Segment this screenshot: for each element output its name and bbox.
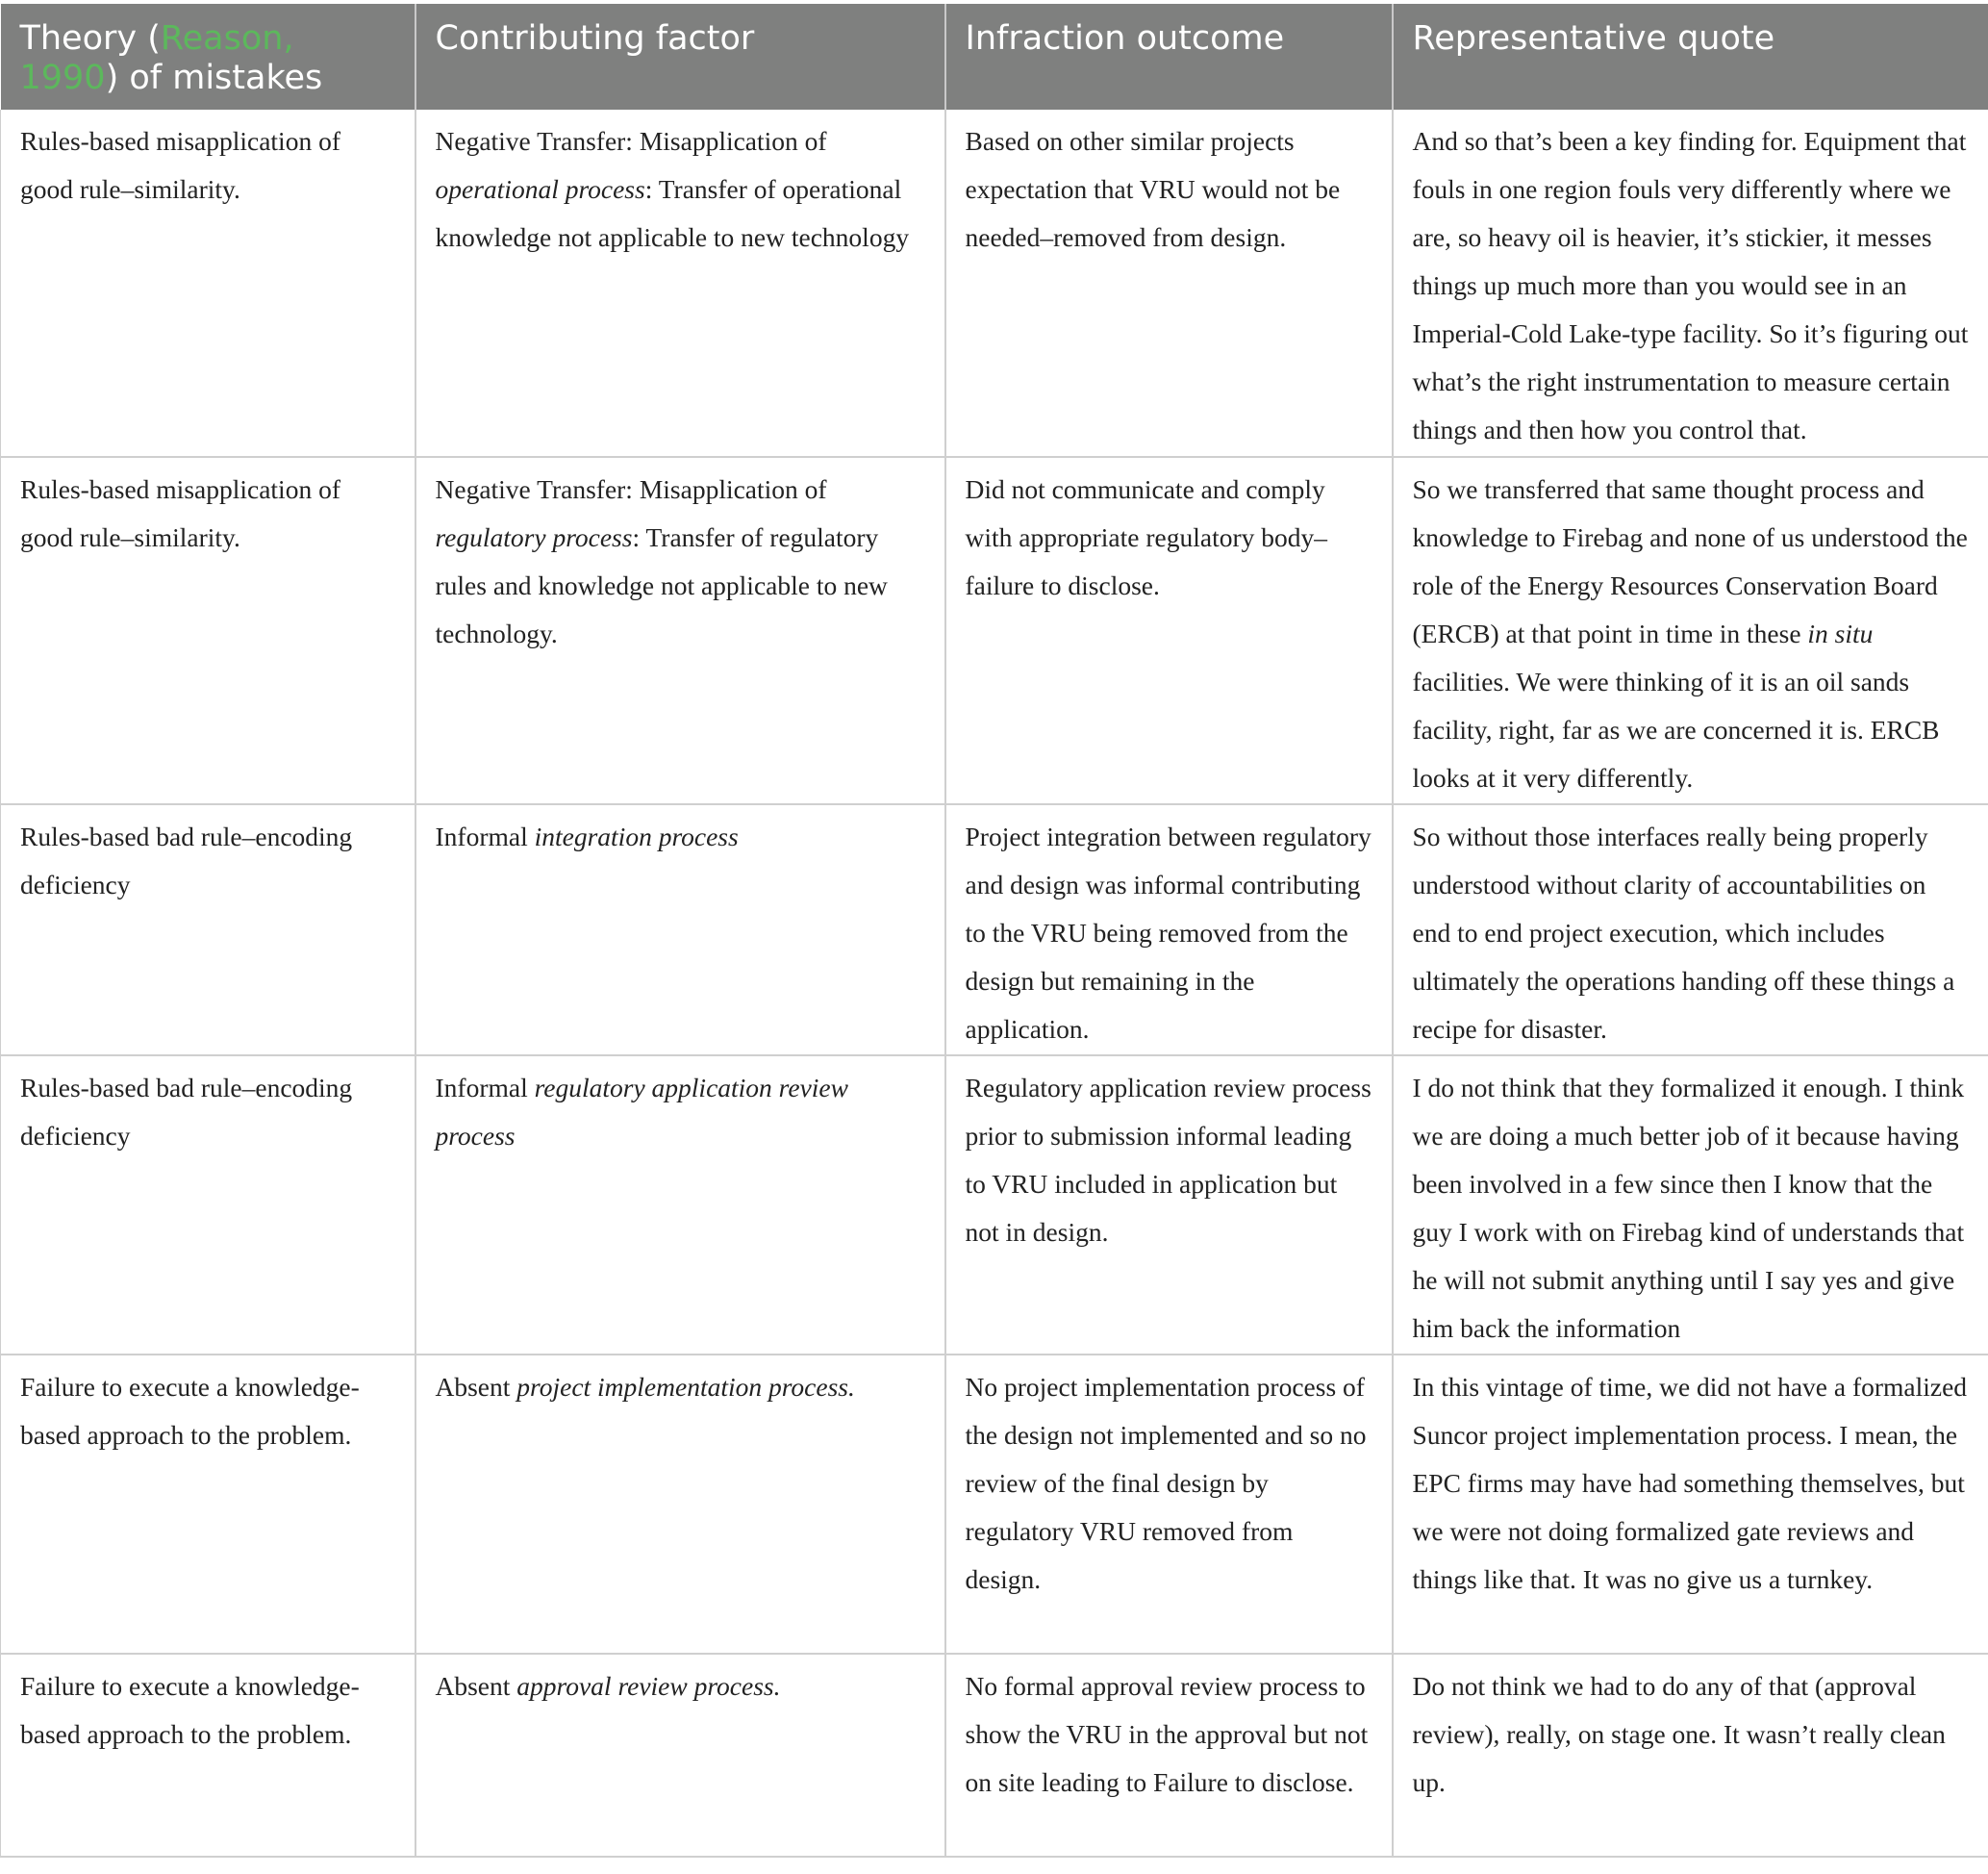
cell-outcome: Regulatory application review process prior to submission informal leading to VRU included in application but not in design. <box>945 1055 1393 1355</box>
cell-quote: So we transferred that same thought process and knowledge to Firebag and none of us understood the role of the Energy Resources Conservation Board (ERCB) at that point in time in these in situ facilities. We were thinking of it is an oil sands facility, right, far as we are concerned it is. ERCB looks at it very differently. <box>1393 457 1988 804</box>
cell-factor: Informal regulatory application review process <box>415 1055 945 1355</box>
cell-factor: Negative Transfer: Misapplication of regulatory process: Transfer of regulatory rules and knowledge not applicable to new technology. <box>415 457 945 804</box>
cell-outcome: No formal approval review process to show the VRU in the approval but not on site leading to Failure to disclose. <box>945 1654 1393 1857</box>
cell-outcome: Based on other similar projects expectation that VRU would not be needed–removed from design. <box>945 110 1393 457</box>
header-theory: Theory (Reason, 1990) of mistakes <box>19 19 323 97</box>
cell-factor: Negative Transfer: Misapplication of operational process: Transfer of operational knowledge not applicable to new technology <box>415 110 945 457</box>
header-contributing-factor: Contributing factor <box>415 4 945 110</box>
table-row <box>1 110 1988 457</box>
cell-factor: Absent approval review process. <box>415 1654 945 1857</box>
table-row <box>1 1654 1988 1857</box>
table-header-row <box>1 4 1988 110</box>
cell-outcome: No project implementation process of the design not implemented and so no review of the final design by regulatory VRU removed from design. <box>945 1355 1393 1654</box>
cell-theory: Failure to execute a knowledge-based approach to the problem. <box>1 1355 415 1654</box>
cell-quote: I do not think that they formalized it enough. I think we are doing a much better job of it because having been involved in a few since then I know that the guy I work with on Firebag kind of understands that he will not submit anything until I say yes and give him back the information <box>1393 1055 1988 1355</box>
cell-quote: Do not think we had to do any of that (approval review), really, on stage one. It wasn’t really clean up. <box>1393 1654 1988 1857</box>
cell-theory: Failure to execute a knowledge-based approach to the problem. <box>1 1654 415 1857</box>
cell-factor: Absent project implementation process. <box>415 1355 945 1654</box>
mistakes-table <box>0 4 1988 1858</box>
header-infraction-outcome: Infraction outcome <box>945 4 1393 110</box>
cell-quote: In this vintage of time, we did not have a formalized Suncor project implementation process. I mean, the EPC firms may have had something themselves, but we were not doing formalized gate reviews and things like that. It was no give us a turnkey. <box>1393 1355 1988 1654</box>
cell-factor: Informal integration process <box>415 804 945 1055</box>
cell-quote: So without those interfaces really being properly understood without clarity of accountabilities on end to end project execution, which includes ultimately the operations handing off these things a recipe for disaster. <box>1393 804 1988 1055</box>
header-representative-quote: Representative quote <box>1393 4 1988 110</box>
cell-theory: Rules-based misapplication of good rule–similarity. <box>1 457 415 804</box>
cell-theory: Rules-based misapplication of good rule–similarity. <box>1 110 415 457</box>
table-row <box>1 1055 1988 1355</box>
cell-quote: And so that’s been a key finding for. Equipment that fouls in one region fouls very differently where we are, so heavy oil is heavier, it’s stickier, it messes things up much more than you would see in an Imperial-Cold Lake-type facility. So it’s figuring out what’s the right instrumentation to measure certain things and then how you control that. <box>1393 110 1988 457</box>
cell-theory: Rules-based bad rule–encoding deficiency <box>1 1055 415 1355</box>
citation-link[interactable]: Reason, 1990 <box>19 19 294 97</box>
cell-outcome: Did not communicate and comply with appropriate regulatory body–failure to disclose. <box>945 457 1393 804</box>
table-row <box>1 804 1988 1055</box>
cell-outcome: Project integration between regulatory and design was informal contributing to the VRU being removed from the design but remaining in the application. <box>945 804 1393 1055</box>
table-row <box>1 457 1988 804</box>
cell-theory: Rules-based bad rule–encoding deficiency <box>1 804 415 1055</box>
table-row <box>1 1355 1988 1654</box>
